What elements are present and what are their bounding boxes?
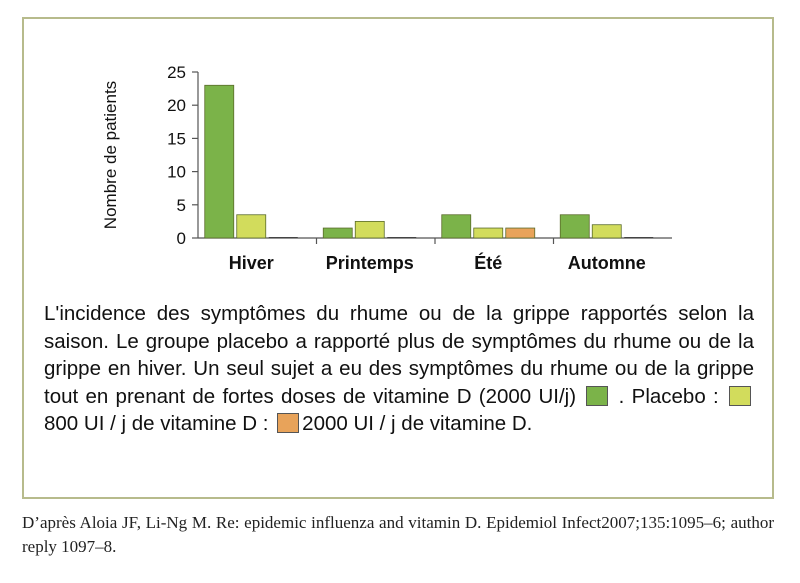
y-tick-label: 5 bbox=[176, 195, 186, 215]
legend-label-2000: 2000 UI / j de vitamine D. bbox=[302, 412, 533, 435]
figure-caption bbox=[44, 300, 754, 438]
bar-automne-series-2 bbox=[592, 225, 621, 238]
figure-frame bbox=[22, 17, 774, 499]
legend-swatch-800 bbox=[729, 386, 751, 406]
chart-bars bbox=[205, 85, 654, 238]
bar-été-series-1 bbox=[442, 215, 471, 238]
x-category-label: Hiver bbox=[228, 253, 274, 273]
x-category-label: Automne bbox=[567, 253, 646, 273]
bar-chart bbox=[24, 19, 772, 297]
x-category-label: Été bbox=[474, 253, 503, 273]
y-tick-label: 0 bbox=[176, 229, 186, 248]
bar-automne-series-1 bbox=[560, 215, 589, 238]
x-category-label: Printemps bbox=[325, 253, 414, 273]
bar-printemps-series-1 bbox=[323, 228, 352, 238]
legend-swatch-placebo bbox=[586, 386, 608, 406]
y-tick-label: 10 bbox=[167, 162, 186, 182]
y-tick-label: 15 bbox=[167, 129, 186, 149]
y-tick-label: 25 bbox=[167, 63, 186, 82]
bar-été-series-2 bbox=[474, 228, 503, 238]
legend-swatch-2000 bbox=[277, 413, 299, 433]
caption-text: L'incidence des symptômes du rhume ou de la grippe rapportés selon la saison. Le groupe placebo a rapporté plus de symptômes du rhume ou de la grippe en hiver. Un seul sujet a eu des symptômes du rhume ou de la grippe tout en prenant de fortes doses de vitamine D (2000 UI/j) bbox=[44, 302, 754, 408]
bar-été-series-3 bbox=[506, 228, 535, 238]
chart-labels bbox=[101, 63, 646, 273]
y-tick-label: 20 bbox=[167, 96, 186, 116]
bar-hiver-series-2 bbox=[237, 215, 266, 238]
y-axis-title: Nombre de patients bbox=[101, 80, 120, 230]
bar-hiver-series-1 bbox=[205, 85, 234, 238]
legend-label-placebo: . Placebo : bbox=[618, 384, 719, 408]
source-citation: D’après Aloia JF, Li-Ng M. Re: epidemic influenza and vitamin D. Epidemiol Infect2007;135:1095–6; author reply 1097–8. bbox=[22, 513, 774, 556]
legend-label-800: 800 UI / j de vitamine D : bbox=[44, 412, 269, 435]
bar-printemps-series-2 bbox=[355, 221, 384, 238]
